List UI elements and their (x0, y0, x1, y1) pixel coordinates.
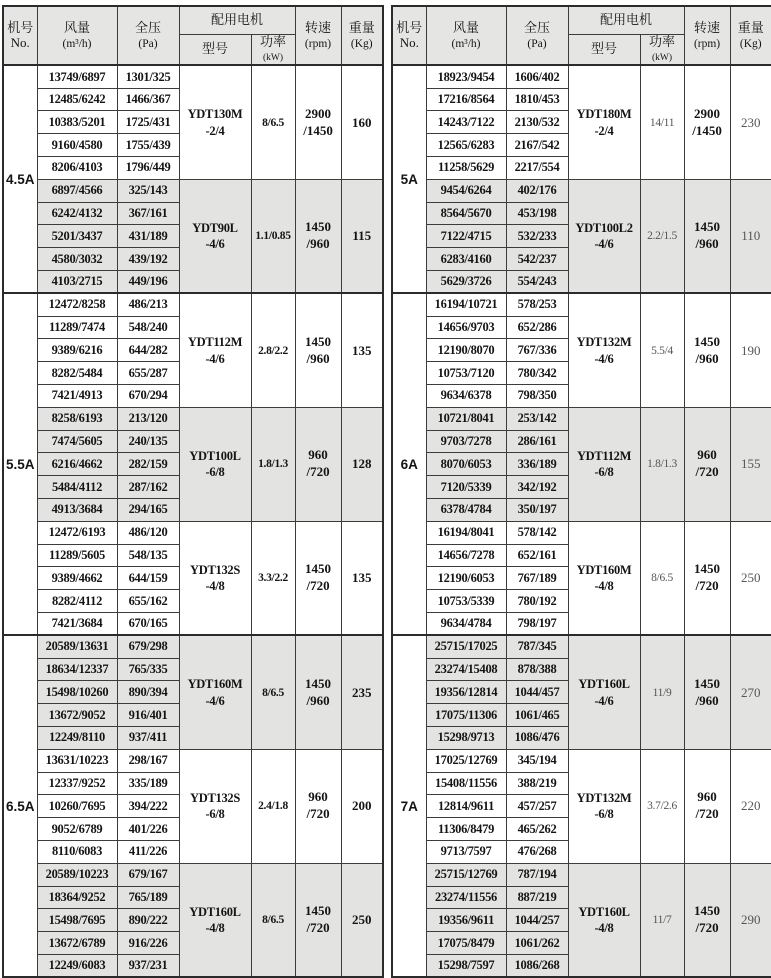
pressure-cell: 367/161 (117, 202, 179, 225)
power-cell: 8/6.5 (251, 863, 295, 977)
airflow-cell: 6283/4160 (426, 248, 506, 271)
airflow-cell: 12472/8258 (37, 293, 117, 316)
pressure-cell: 486/120 (117, 521, 179, 544)
pressure-cell: 670/165 (117, 613, 179, 636)
pressure-cell: 765/189 (117, 886, 179, 909)
power-cell: 1.1/0.85 (251, 179, 295, 293)
model-cell: YDT132S -4/8 (179, 521, 251, 635)
fan-size-cell: 4.5A (3, 65, 37, 293)
airflow-cell: 12190/8070 (426, 339, 506, 362)
pressure-cell: 1796/449 (117, 157, 179, 180)
table-body (392, 65, 771, 977)
spec-row (3, 749, 383, 772)
pressure-cell: 652/161 (506, 544, 568, 567)
power-cell: 3.7/2.6 (640, 749, 684, 863)
spec-row (3, 293, 383, 316)
power-cell: 11/7 (640, 863, 684, 977)
airflow-cell: 15408/11556 (426, 772, 506, 795)
airflow-cell: 12565/6283 (426, 134, 506, 157)
spec-table-right (391, 5, 771, 978)
airflow-cell: 7421/4913 (37, 385, 117, 408)
airflow-cell: 9454/6264 (426, 179, 506, 202)
airflow-cell: 19356/9611 (426, 909, 506, 932)
weight-cell: 200 (341, 749, 383, 863)
airflow-cell: 10383/5201 (37, 111, 117, 134)
pressure-cell: 548/135 (117, 544, 179, 567)
power-cell: 2.2/1.5 (640, 179, 684, 293)
pressure-cell: 1061/465 (506, 704, 568, 727)
pressure-cell: 213/120 (117, 407, 179, 430)
airflow-cell: 16194/8041 (426, 521, 506, 544)
model-cell: YDT112M -4/6 (179, 293, 251, 407)
pressure-cell: 644/282 (117, 339, 179, 362)
airflow-cell: 8070/6053 (426, 453, 506, 476)
airflow-cell: 15298/9713 (426, 726, 506, 749)
airflow-cell: 12814/9611 (426, 795, 506, 818)
pressure-cell: 578/253 (506, 293, 568, 316)
col-header-power: 功率 (kW) (640, 34, 684, 65)
airflow-cell: 6378/4784 (426, 499, 506, 522)
pressure-cell: 449/196 (117, 271, 179, 294)
pressure-cell: 787/345 (506, 635, 568, 658)
col-header-weight: 重量 (Kg) (341, 6, 383, 65)
airflow-cell: 20589/13631 (37, 635, 117, 658)
pressure-cell: 439/192 (117, 248, 179, 271)
pressure-cell: 890/394 (117, 681, 179, 704)
pressure-cell: 282/159 (117, 453, 179, 476)
speed-cell: 1450 /960 (684, 179, 730, 293)
weight-cell: 230 (730, 65, 771, 179)
airflow-cell: 18364/9252 (37, 886, 117, 909)
airflow-cell: 14656/9703 (426, 316, 506, 339)
model-cell: YDT160L -4/6 (568, 635, 640, 749)
airflow-cell: 12485/6242 (37, 88, 117, 111)
airflow-cell: 9389/6216 (37, 339, 117, 362)
airflow-cell: 10753/5339 (426, 590, 506, 613)
pressure-cell: 937/411 (117, 726, 179, 749)
pressure-cell: 476/268 (506, 840, 568, 863)
speed-cell: 1450 /720 (295, 863, 341, 977)
pressure-cell: 1044/457 (506, 681, 568, 704)
pressure-cell: 1086/268 (506, 954, 568, 977)
airflow-cell: 12337/9252 (37, 772, 117, 795)
pressure-cell: 798/350 (506, 385, 568, 408)
spec-row (392, 635, 771, 658)
pressure-cell: 1755/439 (117, 134, 179, 157)
airflow-cell: 4913/3684 (37, 499, 117, 522)
pressure-cell: 453/198 (506, 202, 568, 225)
airflow-cell: 11258/5629 (426, 157, 506, 180)
pressure-cell: 1606/402 (506, 65, 568, 88)
airflow-cell: 8282/4112 (37, 590, 117, 613)
table-header (392, 6, 771, 65)
airflow-cell: 19356/12814 (426, 681, 506, 704)
airflow-cell: 5201/3437 (37, 225, 117, 248)
weight-cell: 135 (341, 293, 383, 407)
pressure-cell: 767/189 (506, 567, 568, 590)
airflow-cell: 9713/7597 (426, 840, 506, 863)
model-cell: YDT132S -6/8 (179, 749, 251, 863)
pressure-cell: 780/342 (506, 362, 568, 385)
airflow-cell: 9634/4784 (426, 613, 506, 636)
speed-cell: 1450 /960 (295, 293, 341, 407)
model-cell: YDT132M -6/8 (568, 749, 640, 863)
pressure-cell: 655/287 (117, 362, 179, 385)
airflow-cell: 8258/6193 (37, 407, 117, 430)
pressure-cell: 655/162 (117, 590, 179, 613)
fan-size-cell: 5A (392, 65, 426, 293)
speed-cell: 1450 /960 (295, 179, 341, 293)
power-cell: 1.8/1.3 (251, 407, 295, 521)
pressure-cell: 765/335 (117, 658, 179, 681)
pressure-cell: 916/226 (117, 932, 179, 955)
pressure-cell: 486/213 (117, 293, 179, 316)
speed-cell: 960 /720 (684, 407, 730, 521)
airflow-cell: 17075/8479 (426, 932, 506, 955)
airflow-cell: 12249/6083 (37, 954, 117, 977)
pressure-cell: 542/237 (506, 248, 568, 271)
airflow-cell: 14656/7278 (426, 544, 506, 567)
spec-row (3, 65, 383, 88)
airflow-cell: 25715/17025 (426, 635, 506, 658)
spec-row (392, 293, 771, 316)
fan-size-cell: 7A (392, 635, 426, 977)
airflow-cell: 9160/4580 (37, 134, 117, 157)
airflow-cell: 4580/3032 (37, 248, 117, 271)
speed-cell: 1450 /720 (295, 521, 341, 635)
pressure-cell: 402/176 (506, 179, 568, 202)
model-cell: YDT132M -4/6 (568, 293, 640, 407)
model-cell: YDT100L -6/8 (179, 407, 251, 521)
fan-size-cell: 6A (392, 293, 426, 635)
pressure-cell: 2130/532 (506, 111, 568, 134)
airflow-cell: 10260/7695 (37, 795, 117, 818)
weight-cell: 160 (341, 65, 383, 179)
power-cell: 2.4/1.8 (251, 749, 295, 863)
speed-cell: 960 /720 (295, 749, 341, 863)
pressure-cell: 457/257 (506, 795, 568, 818)
pressure-cell: 1301/325 (117, 65, 179, 88)
spec-row (392, 65, 771, 88)
spec-row (3, 863, 383, 886)
pressure-cell: 1044/257 (506, 909, 568, 932)
pressure-cell: 1061/262 (506, 932, 568, 955)
pressure-cell: 342/192 (506, 476, 568, 499)
pressure-cell: 294/165 (117, 499, 179, 522)
col-header-airflow: 风量 (m³/h) (37, 6, 117, 65)
pressure-cell: 1810/453 (506, 88, 568, 111)
airflow-cell: 10753/7120 (426, 362, 506, 385)
pressure-cell: 890/222 (117, 909, 179, 932)
spec-table-left (2, 5, 384, 978)
pressure-cell: 286/161 (506, 430, 568, 453)
speed-cell: 1450 /720 (684, 863, 730, 977)
model-cell: YDT180M -2/4 (568, 65, 640, 179)
airflow-cell: 12249/8110 (37, 726, 117, 749)
power-cell: 11/9 (640, 635, 684, 749)
pressure-cell: 679/167 (117, 863, 179, 886)
power-cell: 8/6.5 (640, 521, 684, 635)
airflow-cell: 5484/4112 (37, 476, 117, 499)
airflow-cell: 20589/10223 (37, 863, 117, 886)
airflow-cell: 9634/6378 (426, 385, 506, 408)
weight-cell: 290 (730, 863, 771, 977)
airflow-cell: 8564/5670 (426, 202, 506, 225)
airflow-cell: 13672/9052 (37, 704, 117, 727)
weight-cell: 190 (730, 293, 771, 407)
weight-cell: 270 (730, 635, 771, 749)
pressure-cell: 298/167 (117, 749, 179, 772)
pressure-cell: 1466/367 (117, 88, 179, 111)
pressure-cell: 253/142 (506, 407, 568, 430)
spec-row (392, 407, 771, 430)
airflow-cell: 8110/6083 (37, 840, 117, 863)
airflow-cell: 18634/12337 (37, 658, 117, 681)
model-cell: YDT112M -6/8 (568, 407, 640, 521)
power-cell: 14/11 (640, 65, 684, 179)
col-header-power: 功率 (kW) (251, 34, 295, 65)
pressure-cell: 2217/554 (506, 157, 568, 180)
model-cell: YDT100L2 -4/6 (568, 179, 640, 293)
airflow-cell: 18923/9454 (426, 65, 506, 88)
pressure-cell: 287/162 (117, 476, 179, 499)
speed-cell: 2900 /1450 (684, 65, 730, 179)
pressure-cell: 578/142 (506, 521, 568, 544)
airflow-cell: 11289/7474 (37, 316, 117, 339)
airflow-cell: 15498/7695 (37, 909, 117, 932)
col-header-pressure: 全压 (Pa) (506, 6, 568, 65)
airflow-cell: 17075/11306 (426, 704, 506, 727)
weight-cell: 220 (730, 749, 771, 863)
model-cell: YDT160M -4/8 (568, 521, 640, 635)
pressure-cell: 411/226 (117, 840, 179, 863)
pressure-cell: 887/219 (506, 886, 568, 909)
pressure-cell: 916/401 (117, 704, 179, 727)
weight-cell: 250 (730, 521, 771, 635)
airflow-cell: 11289/5605 (37, 544, 117, 567)
airflow-cell: 4103/2715 (37, 271, 117, 294)
airflow-cell: 6216/4662 (37, 453, 117, 476)
pressure-cell: 798/197 (506, 613, 568, 636)
pressure-cell: 335/189 (117, 772, 179, 795)
airflow-cell: 12190/6053 (426, 567, 506, 590)
col-header-speed: 转速 (rpm) (684, 6, 730, 65)
airflow-cell: 5629/3726 (426, 271, 506, 294)
airflow-cell: 9389/4662 (37, 567, 117, 590)
weight-cell: 110 (730, 179, 771, 293)
col-header-weight: 重量 (Kg) (730, 6, 771, 65)
speed-cell: 960 /720 (295, 407, 341, 521)
col-header-no: 机号 No. (3, 6, 37, 65)
airflow-cell: 8282/5484 (37, 362, 117, 385)
col-header-no: 机号 No. (392, 6, 426, 65)
pressure-cell: 554/243 (506, 271, 568, 294)
airflow-cell: 14243/7122 (426, 111, 506, 134)
speed-cell: 2900 /1450 (295, 65, 341, 179)
spec-row (392, 521, 771, 544)
power-cell: 3.3/2.2 (251, 521, 295, 635)
pressure-cell: 780/192 (506, 590, 568, 613)
power-cell: 1.8/1.3 (640, 407, 684, 521)
airflow-cell: 6897/4566 (37, 179, 117, 202)
weight-cell: 115 (341, 179, 383, 293)
airflow-cell: 16194/10721 (426, 293, 506, 316)
spec-row (3, 179, 383, 202)
airflow-cell: 6242/4132 (37, 202, 117, 225)
col-header-motor: 配用电机 (179, 6, 295, 34)
table-body (3, 65, 383, 977)
spec-row (3, 521, 383, 544)
airflow-cell: 13631/10223 (37, 749, 117, 772)
speed-cell: 1450 /960 (295, 635, 341, 749)
pressure-cell: 394/222 (117, 795, 179, 818)
pressure-cell: 878/388 (506, 658, 568, 681)
weight-cell: 250 (341, 863, 383, 977)
airflow-cell: 7122/4715 (426, 225, 506, 248)
spec-row (3, 407, 383, 430)
pressure-cell: 532/233 (506, 225, 568, 248)
airflow-cell: 11306/8479 (426, 818, 506, 841)
airflow-cell: 17216/8564 (426, 88, 506, 111)
pressure-cell: 465/262 (506, 818, 568, 841)
pressure-cell: 1086/476 (506, 726, 568, 749)
airflow-cell: 17025/12769 (426, 749, 506, 772)
airflow-cell: 7421/3684 (37, 613, 117, 636)
pressure-cell: 431/189 (117, 225, 179, 248)
spec-row (3, 635, 383, 658)
pressure-cell: 240/135 (117, 430, 179, 453)
pressure-cell: 548/240 (117, 316, 179, 339)
airflow-cell: 23274/11556 (426, 886, 506, 909)
power-cell: 5.5/4 (640, 293, 684, 407)
weight-cell: 235 (341, 635, 383, 749)
airflow-cell: 8206/4103 (37, 157, 117, 180)
pressure-cell: 652/286 (506, 316, 568, 339)
power-cell: 2.8/2.2 (251, 293, 295, 407)
table-header (3, 6, 383, 65)
col-header-airflow: 风量 (m³/h) (426, 6, 506, 65)
model-cell: YDT160L -4/8 (179, 863, 251, 977)
airflow-cell: 7474/5605 (37, 430, 117, 453)
col-header-model: 型号 (179, 34, 251, 65)
pressure-cell: 325/143 (117, 179, 179, 202)
pressure-cell: 644/159 (117, 567, 179, 590)
model-cell: YDT130M -2/4 (179, 65, 251, 179)
model-cell: YDT160L -4/8 (568, 863, 640, 977)
pressure-cell: 401/226 (117, 818, 179, 841)
power-cell: 8/6.5 (251, 65, 295, 179)
spec-row (392, 863, 771, 886)
spec-row (392, 749, 771, 772)
pressure-cell: 350/197 (506, 499, 568, 522)
spec-row (392, 179, 771, 202)
weight-cell: 135 (341, 521, 383, 635)
pressure-cell: 336/189 (506, 453, 568, 476)
pressure-cell: 670/294 (117, 385, 179, 408)
speed-cell: 1450 /720 (684, 521, 730, 635)
col-header-model: 型号 (568, 34, 640, 65)
pressure-cell: 388/219 (506, 772, 568, 795)
pressure-cell: 767/336 (506, 339, 568, 362)
fan-size-cell: 5.5A (3, 293, 37, 635)
pressure-cell: 937/231 (117, 954, 179, 977)
model-cell: YDT160M -4/6 (179, 635, 251, 749)
col-header-pressure: 全压 (Pa) (117, 6, 179, 65)
speed-cell: 960 /720 (684, 749, 730, 863)
pressure-cell: 679/298 (117, 635, 179, 658)
pressure-cell: 345/194 (506, 749, 568, 772)
pressure-cell: 1725/431 (117, 111, 179, 134)
col-header-speed: 转速 (rpm) (295, 6, 341, 65)
pressure-cell: 787/194 (506, 863, 568, 886)
pressure-cell: 2167/542 (506, 134, 568, 157)
power-cell: 8/6.5 (251, 635, 295, 749)
weight-cell: 155 (730, 407, 771, 521)
airflow-cell: 9052/6789 (37, 818, 117, 841)
weight-cell: 128 (341, 407, 383, 521)
speed-cell: 1450 /960 (684, 293, 730, 407)
airflow-cell: 12472/6193 (37, 521, 117, 544)
speed-cell: 1450 /960 (684, 635, 730, 749)
col-header-motor: 配用电机 (568, 6, 684, 34)
airflow-cell: 15298/7597 (426, 954, 506, 977)
fan-size-cell: 6.5A (3, 635, 37, 977)
model-cell: YDT90L -4/6 (179, 179, 251, 293)
airflow-cell: 10721/8041 (426, 407, 506, 430)
airflow-cell: 13749/6897 (37, 65, 117, 88)
airflow-cell: 23274/15408 (426, 658, 506, 681)
airflow-cell: 7120/5339 (426, 476, 506, 499)
airflow-cell: 15498/10260 (37, 681, 117, 704)
airflow-cell: 25715/12769 (426, 863, 506, 886)
airflow-cell: 13672/6789 (37, 932, 117, 955)
airflow-cell: 9703/7278 (426, 430, 506, 453)
